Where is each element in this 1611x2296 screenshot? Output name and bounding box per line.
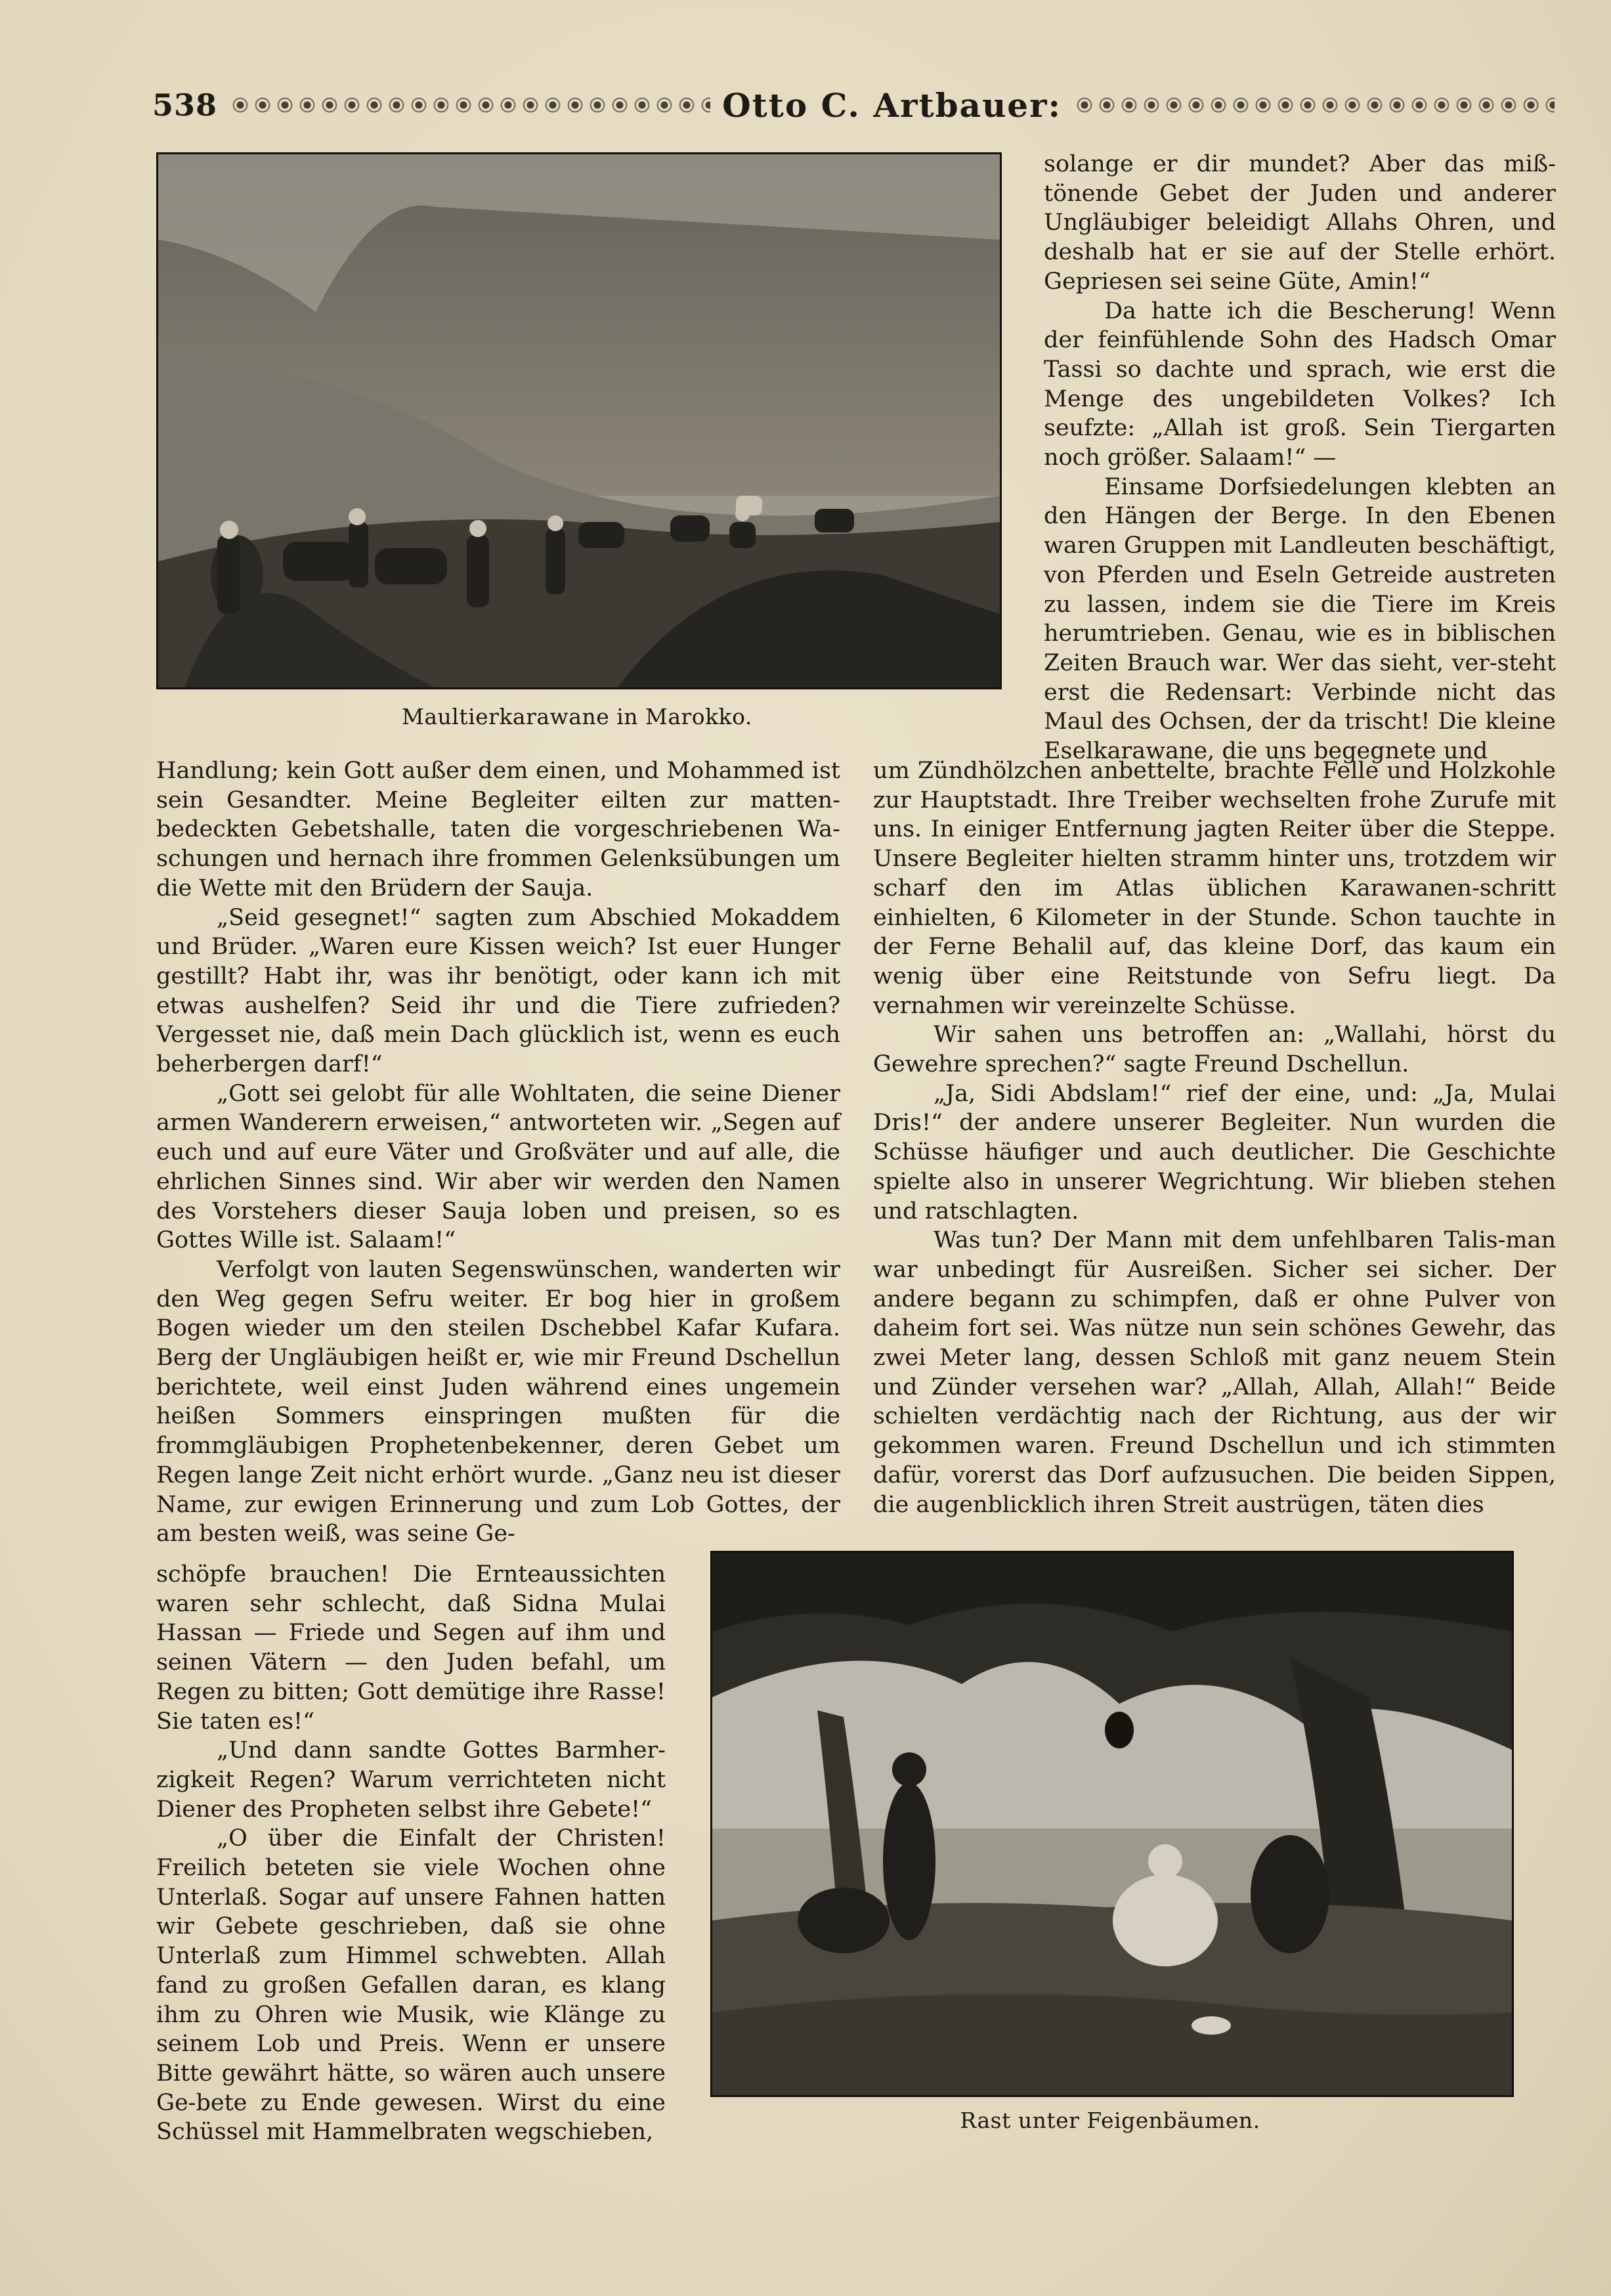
paragraph: „Und dann sandte Gottes Barmher-zigkeit Regen? Warum verrichteten nicht Diener des Propheten selbst ihre Gebete!“	[156, 1737, 666, 1823]
text-right-column	[873, 756, 1556, 1519]
page-number: 538	[152, 87, 218, 123]
page-header	[152, 82, 1555, 128]
paragraph: „O über die Einfalt der Christen! Freilich beteten sie viele Wochen ohne Unterlaß. Sogar auf unsere Fahnen hatten wir Gebete geschrieben, daß sie ohne Unterlaß zum Himmel schwebten. Allah fand zu großen Gefallen daran, es klang ihm zu Ohren wie Musik, wie Klänge zu seinem Lob und Preis. Wenn er unsere Bitte gewährt hätte, so wären auch unsere Ge-bete zu Ende gewesen. Wirst du eine Schüssel mit Hammelbraten wegschieben,	[156, 1825, 666, 2146]
caption-rest-under-fig-trees: Rast unter Feigenbäumen.	[960, 2108, 1260, 2133]
paragraph: solange er dir mundet? Aber das miß-tönende Gebet der Juden und anderer Ungläubiger beleidigt Allahs Ohren, und deshalb hat er sie auf der Stelle erhört. Gepriesen sei seine Güte, Amin!“	[1044, 151, 1556, 295]
ornament-right	[1073, 97, 1555, 114]
paragraph: Einsame Dorfsiedelungen klebten an den Hängen der Berge. In den Ebenen waren Gruppen mit Landleuten beschäftigt, von Pferden und Eseln Getreide austreten zu lassen, indem sie die Tiere im Kreis herumtrieben. Genau, wie es in biblischen Zeiten Brauch war. Wer das sieht, ver-steht erst die Redensart: Verbinde nicht das Maul des Ochsen, der da trischt! Die kleine Eselkarawane, die uns begegnete und	[1044, 473, 1556, 765]
paragraph: Handlung; kein Gott außer dem einen, und Mohammed ist sein Gesandter. Meine Begleiter eilten zur matten-bedeckten Gebetshalle, taten die vorgeschriebenen Wa-schungen und hernach ihre frommen Gelenksübungen um die Wette mit den Brüdern der Sauja.	[156, 758, 840, 901]
photo-rest-under-fig-trees	[710, 1551, 1514, 2097]
caption-mule-caravan: Maultierkarawane in Marokko.	[402, 704, 752, 729]
paragraph: Verfolgt von lauten Segenswünschen, wanderten wir den Weg gegen Sefru weiter. Er bog hier in großem Bogen wieder um den steilen Dschebbel Kafar Kufara. Berg der Ungläubigen heißt er, wie mir Freund Dschellun berichtete, weil einst Juden während eines ungemein heißen Sommers einspringen mußten für die frommgläubigen Prophetenbekenner, deren Gebet um Regen lange Zeit nicht erhört wurde. „Ganz neu ist dieser Name, zur ewigen Erinnerung und zum Lob Gottes, der am besten weiß, was seine Ge-	[156, 1256, 840, 1548]
paragraph: Wir sahen uns betroffen an: „Wallahi, hörst du Gewehre sprechen?“ sagte Freund Dschellun.	[873, 1022, 1556, 1078]
text-left-column	[156, 756, 840, 1549]
paragraph: „Gott sei gelobt für alle Wohltaten, die seine Diener armen Wanderern erweisen,“ antworteten wir. „Segen auf euch und auf eure Väter und Großväter und auf alle, die ehrlichen Sinnes sind. Wir aber wir werden den Namen des Vorstehers dieser Sauja loben und preisen, so es Gottes Wille ist. Salaam!“	[156, 1080, 840, 1254]
running-head-author: Otto C. Artbauer:	[722, 85, 1062, 125]
paragraph: Was tun? Der Mann mit dem unfehlbaren Talis-man war unbedingt für Ausreißen. Sicher sei sicher. Der andere begann zu schimpfen, daß er ohne Pulver von daheim fort sei. Was nütze nun sein schönes Gewehr, das zwei Meter lang, dessen Schloß mit ganz neuem Stein und Zünder versehen war? „Allah, Allah, Allah!“ Beide schielten verdächtig nach der Richtung, aus der wir gekommen waren. Freund Dschellun und ich stimmten dafür, vorerst das Dorf aufzusuchen. Die beiden Sippen, die augenblicklich ihren Streit austrügen, täten dies	[873, 1227, 1556, 1518]
paragraph: „Seid gesegnet!“ sagten zum Abschied Mokaddem und Brüder. „Waren eure Kissen weich? Ist euer Hunger gestillt? Habt ihr, was ihr benötigt, oder kann ich mit etwas aushelfen? Seid ihr und die Tiere zufrieden? Vergesset nie, daß mein Dach glücklich ist, wenn es euch beherbergen darf!“	[156, 904, 840, 1078]
paragraph: Da hatte ich die Bescherung! Wenn der feinfühlende Sohn des Hadsch Omar Tassi so dachte und sprach, wie erst die Menge des ungebildeten Volkes? Ich seufzte: „Allah ist groß. Sein Tiergarten noch größer. Salaam!“ —	[1044, 297, 1556, 471]
text-right-upper	[1044, 150, 1556, 766]
photo-mule-caravan	[156, 152, 1002, 689]
text-left-narrow	[156, 1560, 666, 2147]
paragraph: um Zündhölzchen anbettelte, brachte Felle und Holzkohle zur Hauptstadt. Ihre Treiber wechselten frohe Zurufe mit uns. In einiger Entfernung jagten Reiter über die Steppe. Unsere Begleiter hielten stramm hinter uns, trotzdem wir scharf den im Atlas üblichen Karawanen-schritt einhielten, 6 Kilometer in der Stunde. Schon tauchte in der Ferne Behalil auf, das kleine Dorf, das kaum ein wenig über eine Reitstunde von Sefru liegt. Da vernahmen wir vereinzelte Schüsse.	[873, 758, 1556, 1019]
paragraph: schöpfe brauchen! Die Ernteaussichten waren sehr schlecht, daß Sidna Mulai Hassan — Friede und Segen auf ihm und seinen Vätern — den Juden befahl, um Regen zu bitten; Gott demütige ihre Rasse! Sie taten es!“	[156, 1561, 666, 1735]
ornament-left	[229, 97, 710, 114]
paragraph: „Ja, Sidi Abdslam!“ rief der eine, und: „Ja, Mulai Dris!“ der andere unserer Begleiter. Nun wurden die Schüsse häufiger und auch deutlicher. Die Geschichte spielte also in unserer Wegrichtung. Wir blieben stehen und ratschlagten.	[873, 1080, 1556, 1224]
